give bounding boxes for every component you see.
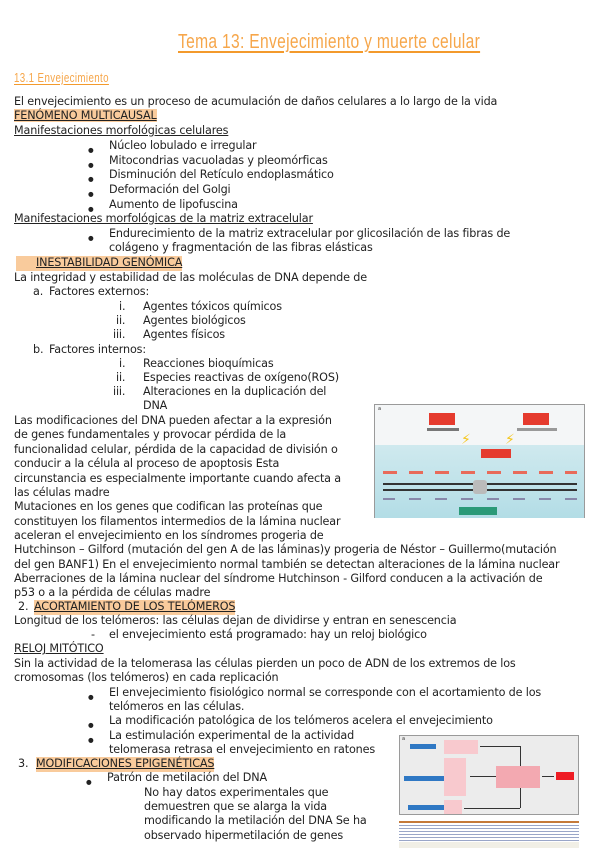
list-item: Alteraciones en la duplicación del	[143, 385, 327, 398]
list-item: Agentes tóxicos químicos	[143, 300, 282, 313]
paragraph-line: modificando la metilación del DNA Se ha	[144, 814, 367, 827]
paragraph-line: p53 o a la pérdida de células madre	[14, 586, 211, 599]
paragraph-line: No hay datos experimentales que	[144, 786, 329, 799]
roman-i: i.	[119, 357, 126, 370]
dna-damage-figure	[374, 404, 585, 518]
section-3-title: MODIFICACIONES EPIGENÉTICAS	[36, 757, 215, 770]
roman-ii: ii.	[116, 371, 126, 384]
paragraph-line: del gen BANF1) En el envejecimiento normal también se detectan alteraciones de la lámina nuclear	[14, 558, 560, 571]
paragraph-line: Aberraciones de la lámina nuclear del síndrome Hutchinson - Gilford conducen a la activación de	[14, 572, 543, 585]
list-item: ● Disminución del Retículo endoplasmático	[109, 168, 334, 183]
roman-ii: ii.	[116, 314, 126, 327]
section-1-title: INESTABILIDAD GENÓMICA	[36, 256, 183, 269]
figure-caption	[399, 825, 579, 841]
intro-text: El envejecimiento es un proceso de acumulación de daños celulares a lo largo de la vida	[14, 95, 498, 108]
list-item: ● El envejecimiento fisiológico normal se corresponde con el acortamiento de los	[109, 686, 541, 701]
list-item: ● Patrón de metilación del DNA	[107, 771, 267, 786]
list-item: ● Aumento de lipofuscina	[109, 198, 238, 213]
paragraph-line: aceleran el envejecimiento en los síndromes progeria de	[14, 529, 324, 542]
lesion-labels	[383, 471, 577, 474]
endogenous-damage-box	[523, 413, 549, 425]
list-item: ● La modificación patológica de los telómeros acelera el envejecimiento	[109, 714, 493, 729]
paragraph-line: circunstancia es especialmente importante cuando afecta a	[14, 472, 341, 485]
roman-i: i.	[119, 300, 126, 313]
paragraph-line: Sin la actividad de la telomerasa las células pierden un poco de ADN de los extremos de los	[14, 657, 516, 670]
multicausal-highlight: FENÓMENO MULTICAUSAL	[14, 109, 157, 122]
list-item: ● Endurecimiento de la matriz extracelular por glicosilación de las fibras de	[109, 227, 510, 242]
paragraph-line: las células madre	[14, 486, 110, 499]
section-2-title: ACORTAMIENTO DE LOS TELÓMEROS	[34, 600, 236, 613]
lightning-icon: ⚡	[461, 432, 471, 448]
external-factors: Factores externos:	[49, 285, 150, 298]
paragraph-line: Las modificaciones del DNA pueden afectar a la expresión	[14, 414, 332, 427]
list-item: ● Mitocondrias vacuoladas y pleomórficas	[109, 154, 328, 169]
roman-iii: iii.	[113, 328, 126, 341]
section-1-lead: La integridad y estabilidad de las moléculas de DNA depende de	[14, 271, 367, 284]
paragraph-line: funcionalidad celular, pérdida de la capacidad de división o	[14, 443, 338, 456]
list-item-cont: colágeno y fragmentación de las fibras elásticas	[109, 241, 373, 254]
lightning-icon: ⚡	[505, 432, 515, 448]
telomere-length-line: Longitud de los telómeros: las células dejan de dividirse y entran en senescencia	[14, 614, 457, 627]
section-3-number: 3.	[18, 757, 29, 770]
aging-box	[556, 772, 574, 780]
list-label: a.	[33, 285, 44, 298]
morph-cell-heading: Manifestaciones morfológicas celulares	[14, 124, 229, 137]
list-item-cont: telómeros en las células.	[109, 700, 245, 713]
dash-marker: -	[91, 628, 95, 641]
adduct-shape	[473, 480, 487, 494]
exogenous-damage-box	[429, 413, 455, 425]
figure-label: a	[378, 406, 382, 412]
dna-lesions-box	[481, 449, 511, 458]
list-item: Reacciones bioquímicas	[143, 357, 274, 370]
paragraph-line: conducir a la célula al proceso de apoptosis Esta	[14, 457, 280, 470]
list-item-cont: DNA	[143, 399, 168, 412]
diagram-panel	[399, 735, 579, 815]
list-item: ● Deformación del Golgi	[109, 183, 231, 198]
list-item-cont: telomerasa retrasa el envejecimiento en ratones	[109, 743, 376, 756]
epigenetics-figure	[395, 733, 585, 848]
section-heading: 13.1 Envejecimiento	[14, 70, 109, 85]
figure-label: a	[402, 736, 406, 742]
paragraph-line: de genes fundamentales y provocar pérdida de la	[14, 428, 287, 441]
paragraph-line: cromosomas (los telómeros) en cada replicación	[14, 671, 279, 684]
list-item: Especies reactivas de oxígeno(ROS)	[143, 371, 340, 384]
list-item: Agentes físicos	[143, 328, 225, 341]
section-2-number: 2.	[18, 600, 29, 613]
repair-pathways-box	[459, 507, 497, 515]
paragraph-line: demuestren que se alarga la vida	[144, 800, 327, 813]
list-item: ● La estimulación experimental de la actividad	[109, 729, 354, 744]
internal-factors: Factores internos:	[49, 343, 146, 356]
list-item: el envejecimiento está programado: hay un reloj biológico	[109, 628, 427, 641]
list-item: ● Núcleo lobulado e irregular	[109, 139, 257, 154]
paragraph-line: Mutaciones en los genes que codifican las proteínas que	[14, 500, 323, 513]
paragraph-line: Hutchinson – Gilford (mutación del gen A de las láminas)y progeria de Néstor – Guillermo(mutación	[14, 543, 557, 556]
mitotic-clock-heading: RELOJ MITÓTICO	[14, 642, 104, 655]
paragraph-line: constituyen los filamentos intermedios de la lámina nuclear	[14, 515, 341, 528]
paragraph-line: observado hipermetilación de genes	[144, 829, 344, 842]
roman-iii: iii.	[113, 385, 126, 398]
list-item: Agentes biológicos	[143, 314, 246, 327]
list-label: b.	[33, 343, 44, 356]
central-box	[496, 766, 540, 788]
page-title: Tema 13: Envejecimiento y muerte celular	[178, 31, 481, 53]
morph-matrix-heading: Manifestaciones morfológicas de la matriz extracelular	[14, 212, 313, 225]
